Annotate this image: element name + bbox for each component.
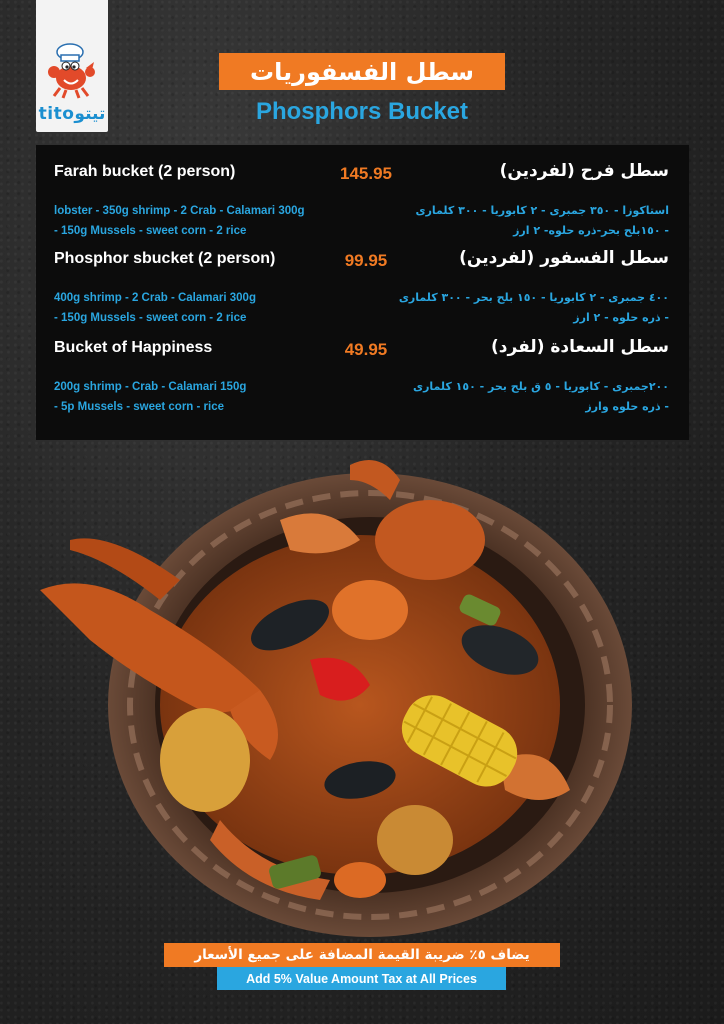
page-title-arabic: سطل الفسفوريات: [250, 57, 474, 86]
item-price: 49.95: [344, 340, 388, 359]
item-name-english: Farah bucket (2 person): [54, 163, 236, 180]
description-line: - ١٥٠بلح بحر-ذره حلوه- ٢ ارز: [513, 224, 669, 237]
item-price: 99.95: [344, 251, 388, 270]
description-line: - 5p Mussels - sweet corn - rice: [54, 401, 225, 413]
item-price: 145.95: [340, 164, 392, 183]
item-name-english: Bucket of Happiness: [54, 339, 213, 356]
crab-chef-mascot-icon: [46, 42, 98, 100]
item-description-arabic: [379, 377, 669, 417]
tax-notice-arabic-banner: [164, 943, 560, 967]
title-arabic-banner: [219, 53, 505, 90]
menu-panel: [36, 145, 689, 440]
description-line: lobster - 350g shrimp - 2 Crab - Calamari 300g: [54, 205, 305, 217]
tax-notice-arabic: يضاف ٥٪ ضريبة القيمة المضافة على جميع الأسعار: [194, 947, 530, 963]
description-line: - 150g Mussels - sweet corn - 2 rice: [54, 225, 247, 237]
item-name-english: Phosphor sbucket (2 person): [54, 250, 276, 267]
item-description-english: [54, 377, 344, 417]
item-name-arabic: سطل فرح (لفردين): [499, 161, 669, 181]
description-line: - ذره حلوه - ٢ ارز: [573, 311, 669, 324]
item-description-english: [54, 201, 344, 241]
description-line: - 150g Mussels - sweet corn - 2 rice: [54, 312, 247, 324]
description-line: 200g shrimp - Crab - Calamari 150g: [54, 381, 247, 393]
description-line: 400g shrimp - 2 Crab - Calamari 300g: [54, 292, 256, 304]
item-description-english: [54, 288, 344, 328]
item-name-arabic: سطل الفسفور (لفردين): [459, 248, 669, 268]
tax-notice-english: Add 5% Value Amount Tax at All Prices: [246, 971, 477, 986]
brand-logo: [36, 0, 108, 132]
description-line: استاكوزا - ٣٥٠ جمبرى - ٢ كابوريا - ٣٠٠ كلمارى: [415, 204, 669, 217]
item-description-arabic: [379, 201, 669, 241]
brand-name: titoتيتو: [38, 104, 106, 124]
description-line: - ذره حلوه وارز: [585, 400, 669, 413]
description-line: ٢٠٠جمبرى - كابوريا - ٥ ق بلح بحر - ١٥٠ كلمارى: [413, 380, 669, 393]
tax-notice-english-banner: [217, 967, 506, 990]
page-title-english: Phosphors Bucket: [255, 98, 469, 125]
item-name-arabic: سطل السعادة (لفرد): [491, 337, 669, 357]
seafood-bucket-photo: [30, 440, 670, 940]
description-line: ٤٠٠ جمبرى - ٢ كابوريا - ١٥٠ بلح بحر - ٣٠٠ كلمارى: [398, 291, 669, 304]
item-description-arabic: [379, 288, 669, 328]
